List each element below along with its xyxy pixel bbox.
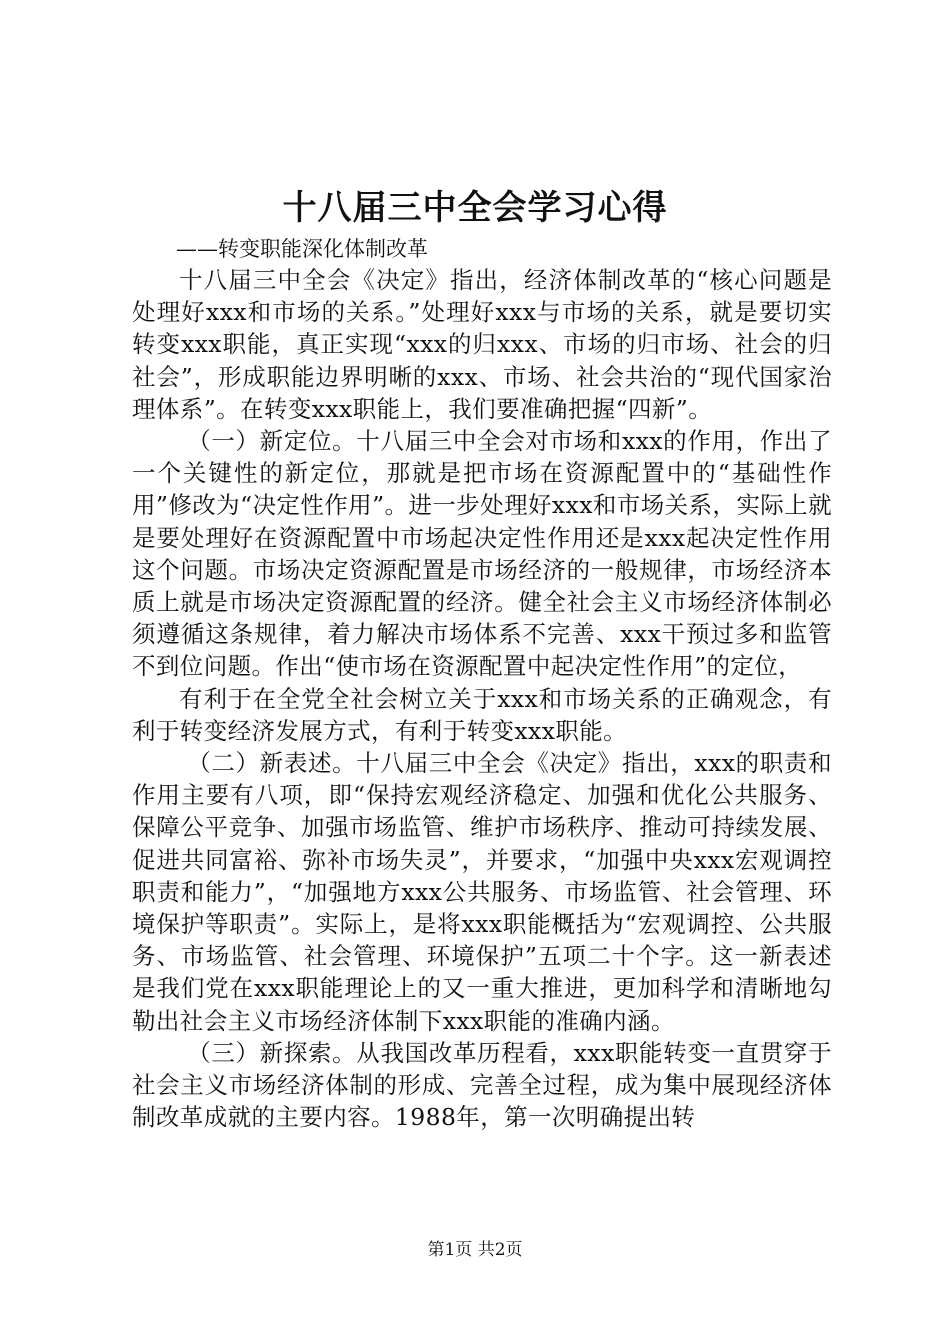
document-title: 十八届三中全会学习心得 [282,188,668,228]
paragraph-benefits: 有利于在全党全社会树立关于xxx和市场关系的正确观念，有利于转变经济发展方式，有利于转变xxx职能。 [132,684,832,745]
paragraph-intro: 十八届三中全会《决定》指出，经济体制改革的“核心问题是处理好xxx和市场的关系。”处理好xxx与市场的关系，就是要切实转变xxx职能，真正实现“xxx的归xxx、市场的归市场、社会的归社会”，形成职能边界明晰的xxx、市场、社会共治的“现代国家治理体系”。在转变xxx职能上，我们要准确把握“四新”。 [132,266,832,423]
document-body [132,264,832,1133]
document-subtitle: ——转变职能深化体制改革 [176,237,428,261]
paragraph-new-positioning: （一）新定位。十八届三中全会对市场和xxx的作用，作出了一个关键性的新定位，那就是把市场在资源配置中的“基础性作用”修改为“决定性作用”。进一步处理好xxx和市场关系，实际上就是要处理好在资源配置中市场起决定性作用还是xxx起决定性作用这个问题。市场决定资源配置是市场经济的一般规律，市场经济本质上就是市场决定资源配置的经济。健全社会主义市场经济体制必须遵循这条规律，着力解决市场体系不完善、xxx干预过多和监管不到位问题。作出“使市场在资源配置中起决定性作用”的定位， [132,427,832,681]
paragraph-new-exploration: （三）新探索。从我国改革历程看，xxx职能转变一直贯穿于社会主义市场经济体制的形成、完善全过程，成为集中展现经济体制改革成就的主要内容。1988年，第一次明确提出转 [132,1038,832,1132]
paragraph-new-expression: （二）新表述。十八届三中全会《决定》指出，xxx的职责和作用主要有八项，即“保持宏观经济稳定、加强和优化公共服务、保障公平竞争、加强市场监管、维护市场秩序、推动可持续发展、促进共同富裕、弥补市场失灵”，并要求，“加强中央xxx宏观调控职责和能力”，“加强地方xxx公共服务、市场监管、社会管理、环境保护等职责”。实际上，是将xxx职能概括为“宏观调控、公共服务、市场监管、社会管理、环境保护”五项二十个字。这一新表述是我们党在xxx职能理论上的又一重大推进，更加科学和清晰地勾勒出社会主义市场经济体制下xxx职能的准确内涵。 [132,749,832,1035]
page-number: 第1页 共2页 [427,1240,523,1260]
